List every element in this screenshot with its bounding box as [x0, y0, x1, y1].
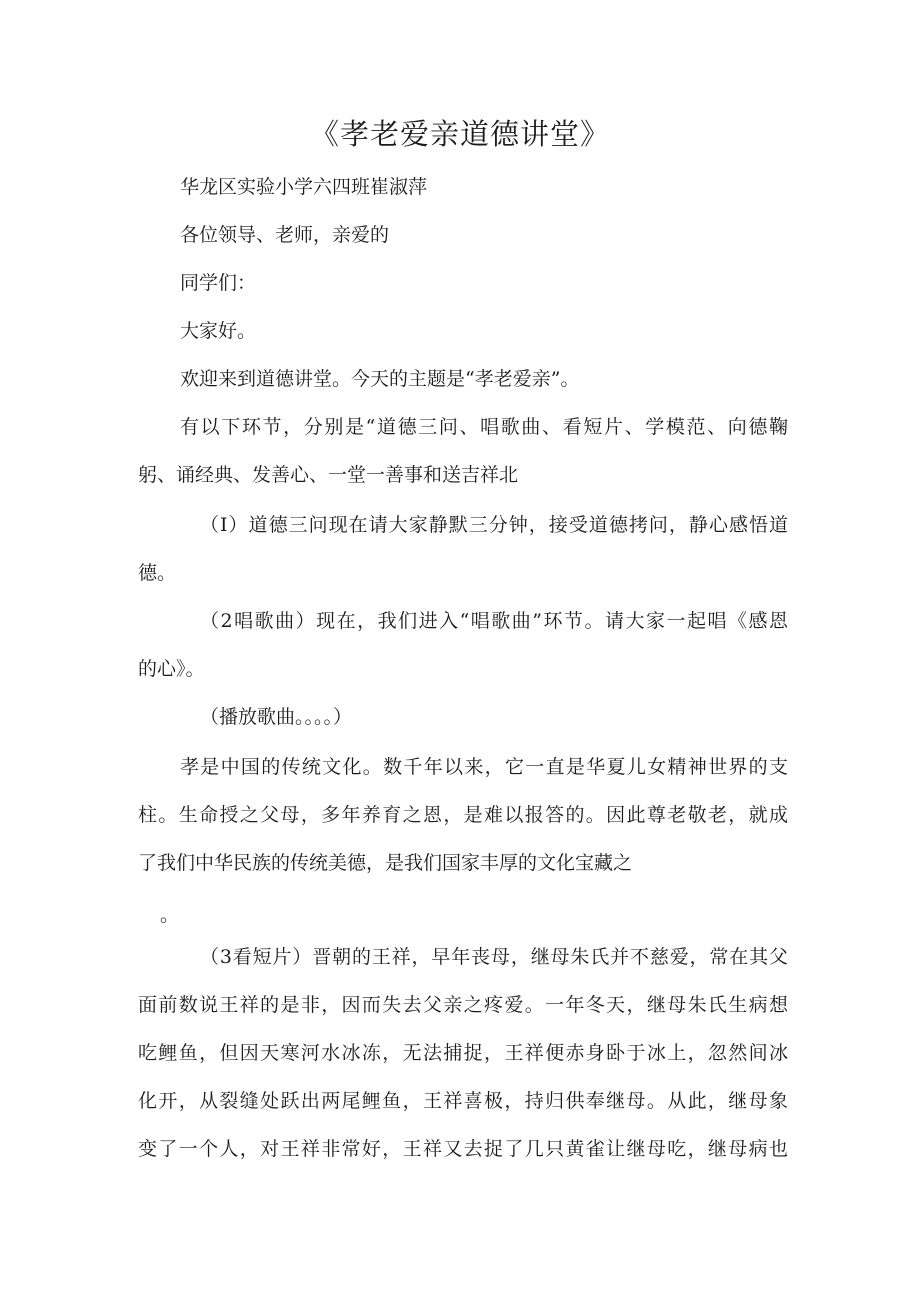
paragraph-line: 吃鲤鱼，但因天寒河水冰冻，无法捕捉，王祥便赤身卧于冰上，忽然间冰 [138, 1042, 788, 1064]
paragraph-line: 。 [160, 904, 180, 926]
paragraph-line: 德。 [138, 562, 177, 584]
paragraph-line: 有以下环节，分别是“道德三问、唱歌曲、看短片、学模范、向德鞠 [180, 416, 788, 438]
author-line: 华龙区实验小学六四班崔淑萍 [180, 176, 428, 198]
greeting-line: 大家好。 [180, 320, 257, 342]
greeting-line: 同学们： [180, 272, 257, 294]
paragraph-line: 的心》。 [138, 658, 205, 680]
page-title: 《孝老爱亲道德讲堂》 [309, 117, 610, 151]
paragraph-line: 了我们中华民族的传统美德，是我们国家丰厚的文化宝藏之 [138, 852, 633, 874]
paragraph-line: 化开，从裂缝处跃出两尾鲤鱼，王祥喜极，持归供奉继母。从此，继母象 [138, 1090, 788, 1112]
paragraph-line: 躬、诵经典、发善心、一堂一善事和送吉祥北 [138, 464, 519, 486]
song-note-line: （播放歌曲。。。。） [200, 706, 353, 728]
paragraph-line: 柱。生命授之父母，多年养育之恩，是难以报答的。因此尊老敬老，就成 [138, 804, 788, 826]
paragraph-line: 孝是中国的传统文化。数千年以来，它一直是华夏儿女精神世界的支 [180, 756, 788, 778]
greeting-line: 各位领导、老师，亲爱的 [180, 224, 390, 246]
welcome-line: 欢迎来到道德讲堂。今天的主题是“孝老爱亲”。 [180, 368, 580, 390]
paragraph-line: （I）道德三问现在请大家静默三分钟，接受道德拷问，静心感悟道 [200, 514, 788, 536]
paragraph-line: （2唱歌曲）现在，我们进入“唱歌曲”环节。请大家一起唱《感恩 [200, 610, 788, 632]
paragraph-line: （3看短片）晋朝的王祥，早年丧母，继母朱氏并不慈爱，常在其父 [200, 946, 788, 968]
paragraph-line: 面前数说王祥的是非，因而失去父亲之疼爱。一年冬天，继母朱氏生病想 [138, 994, 788, 1016]
paragraph-line: 变了一个人，对王祥非常好，王祥又去捉了几只黄雀让继母吃，继母病也 [138, 1138, 788, 1160]
